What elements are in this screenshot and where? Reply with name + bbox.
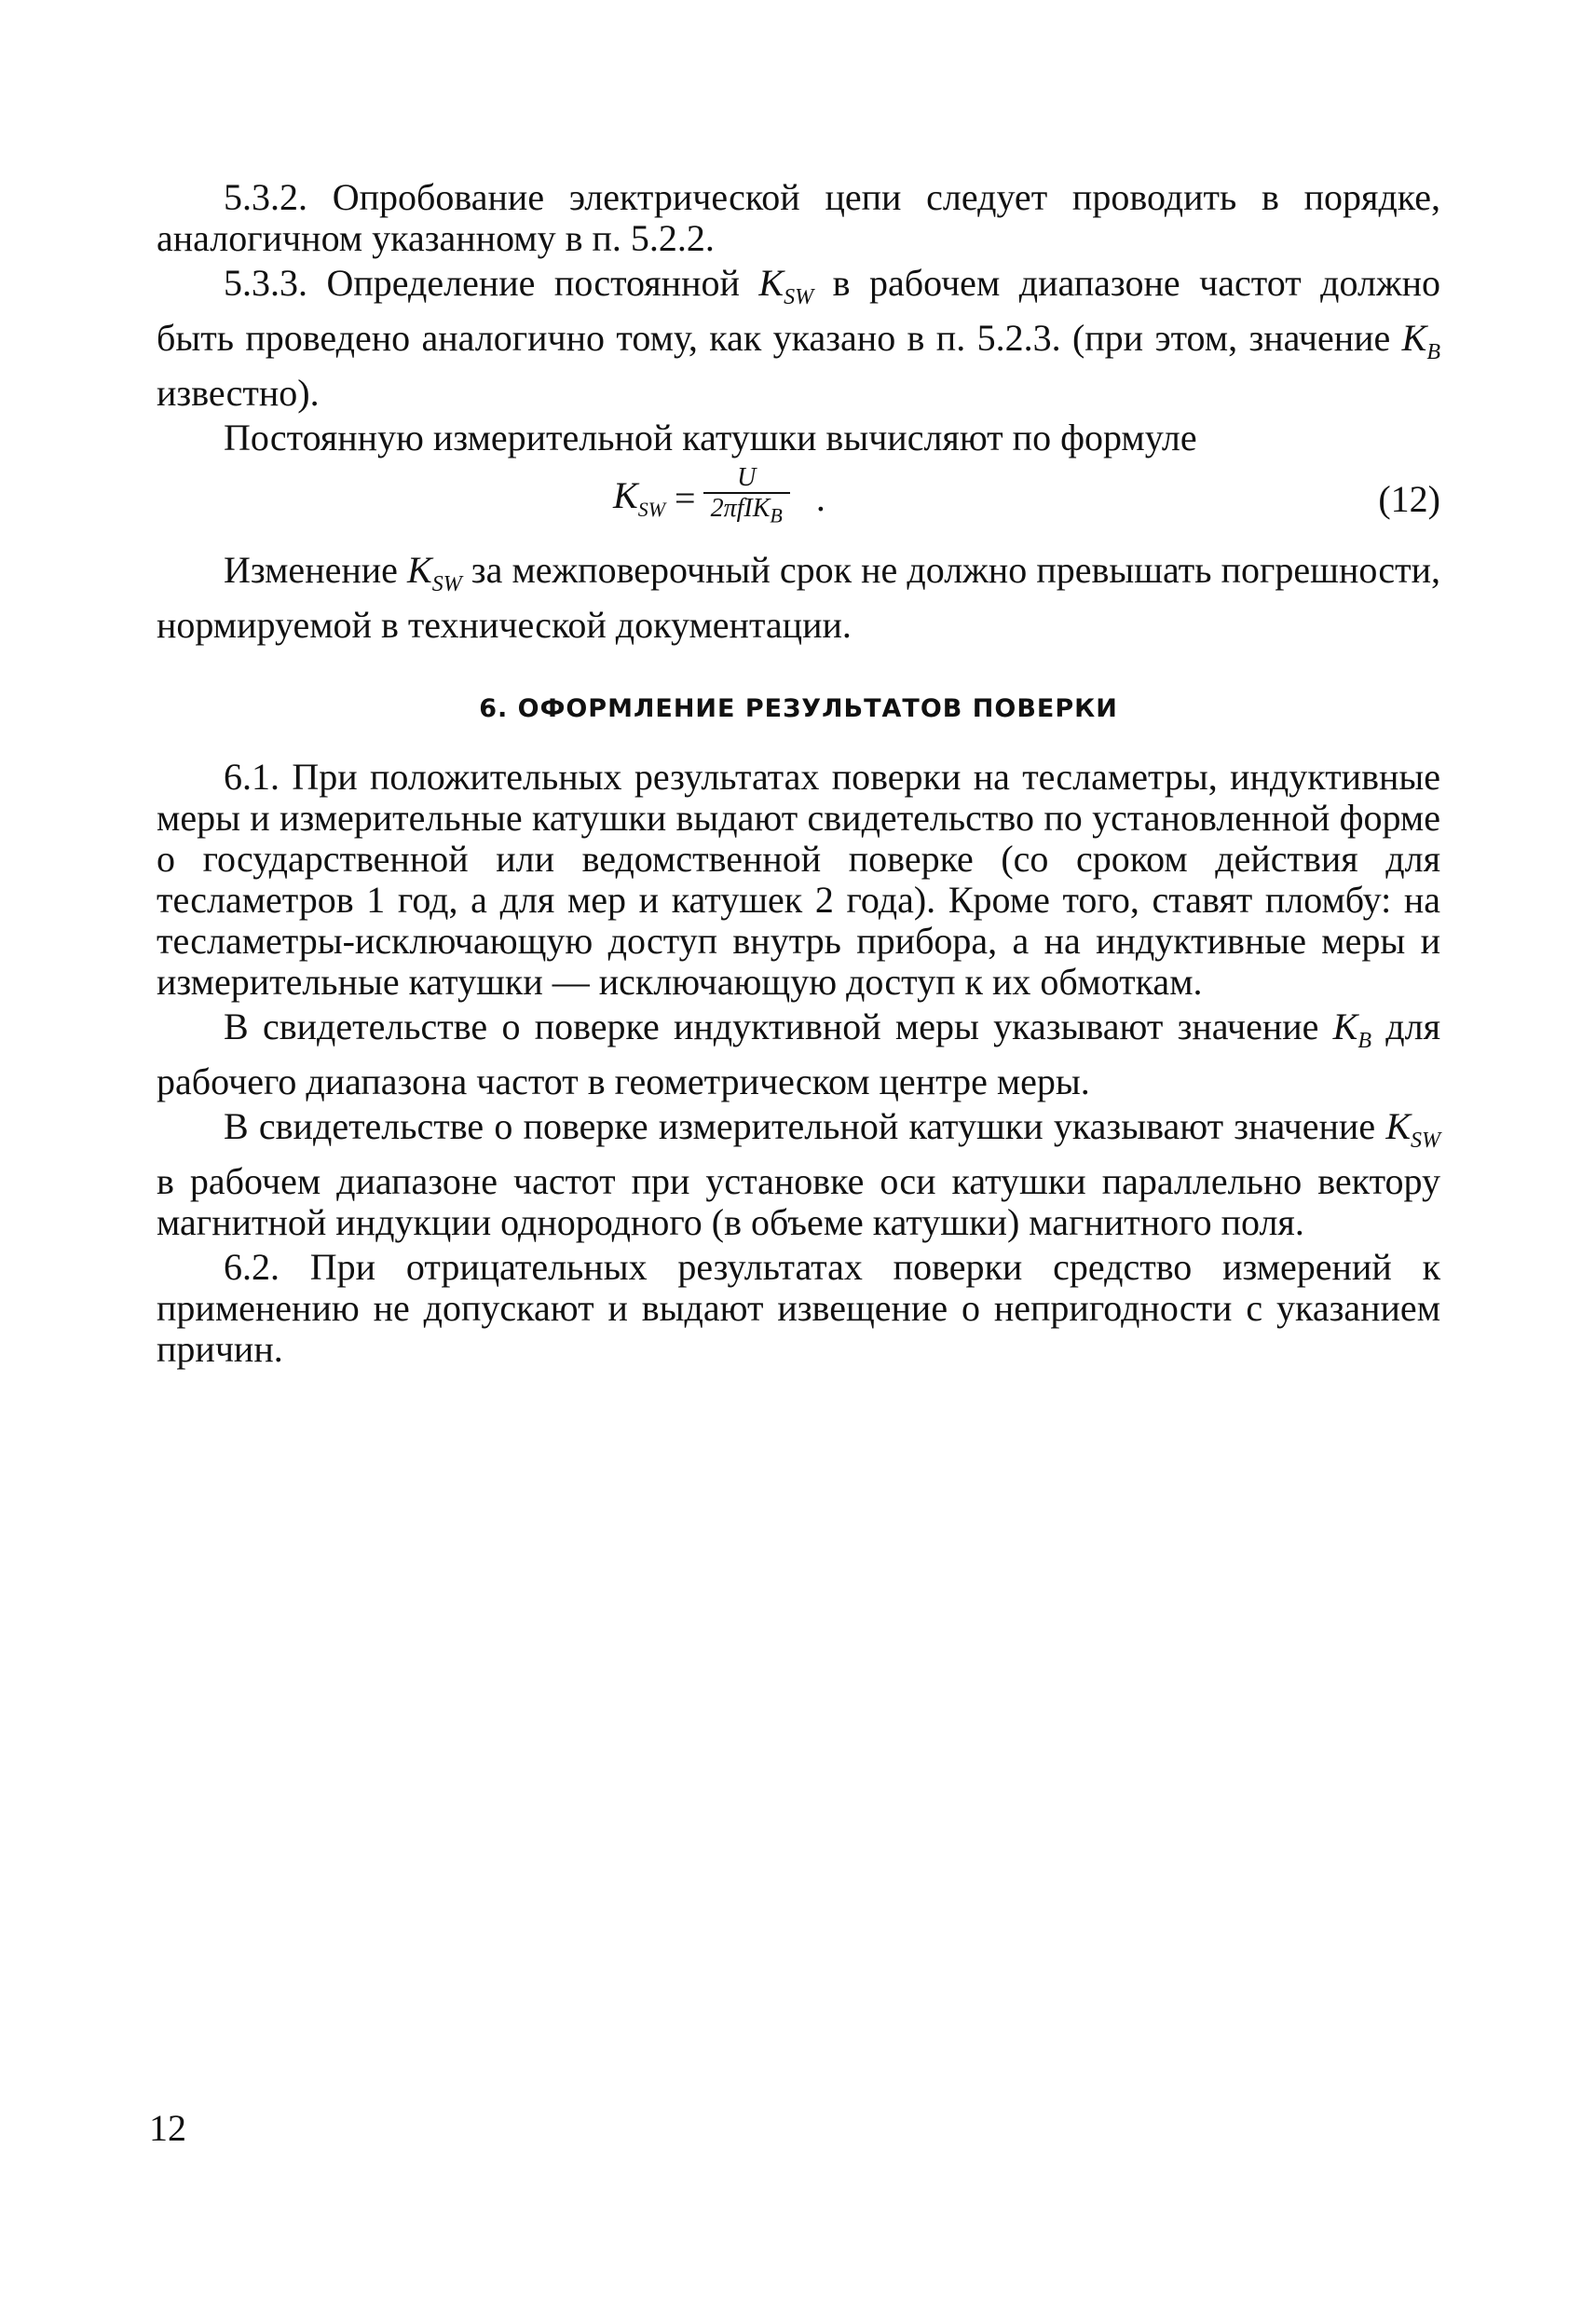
formula-number: (12) <box>1378 478 1440 520</box>
symbol-k-sw <box>407 549 462 596</box>
paragraph-measuring-coil-text-a: В свидетельстве о поверке измерительной катушки указывают значение <box>224 1105 1386 1147</box>
symbol-sw-subscript: SW <box>1411 1129 1440 1153</box>
paragraph-6-1: 6.1. При положительных результатах поверки на тесламетры, индуктивные меры и измерительные катушки выдают свидетельство по установленной форме о государственной или ведомственной поверке (со сроком действия для тесламетров 1 год, а для мер и катушек 2 года). Кроме того, ставят пломбу: на тесламетры-исключающую доступ внутрь прибора, а на индуктивные меры и измерительные катушки — исключающую доступ к их обмоткам. <box>157 756 1440 1003</box>
page-number: 12 <box>149 2107 186 2149</box>
paragraph-k-sw-change-text-a: Изменение <box>224 549 408 591</box>
paragraph-measuring-coil <box>157 1106 1440 1243</box>
symbol-k-b <box>1332 1006 1372 1053</box>
paragraph-5-3-3-text-c: известно). <box>157 372 320 414</box>
symbol-b-subscript: B <box>1357 1029 1372 1053</box>
formula-lhs <box>613 473 665 522</box>
formula-fraction <box>703 464 790 531</box>
paragraph-5-3-2: 5.3.2. Опробование электрической цепи следует проводить в порядке, аналогичном указанному в п. 5.2.2. <box>157 176 1440 259</box>
formula-denominator <box>703 492 790 531</box>
symbol-k-sw <box>758 262 814 309</box>
symbol-b-subscript: B <box>1426 340 1440 364</box>
symbol-sw-subscript: SW <box>784 285 814 309</box>
symbol-k-letter: K <box>758 262 784 304</box>
formula-denominator-text: 2πfIK <box>710 494 771 524</box>
paragraph-measuring-coil-text-b: в рабочем диапазоне частот при установке оси катушки параллельно вектору магнитной индукции однородного (в объеме катушки) магнитного поля. <box>157 1160 1440 1243</box>
symbol-k-letter: K <box>407 549 432 591</box>
paragraph-formula-intro: Постоянную измерительной катушки вычисляют по формуле <box>224 417 1197 458</box>
formula-lhs-symbol: K <box>613 474 638 516</box>
formula-lhs-subscript: SW <box>637 498 666 521</box>
symbol-k-sw <box>1385 1105 1440 1153</box>
symbol-k-b <box>1401 317 1440 364</box>
symbol-k-letter: K <box>1385 1105 1411 1147</box>
formula-12 <box>157 462 1440 533</box>
formula-numerator: U <box>737 463 757 493</box>
paragraph-5-3-3-text-b: в рабочем диапазоне частот должно быть проведено аналогично тому, как указано в п. 5.2.3. (при этом, значение <box>157 262 1441 359</box>
paragraph-5-3-3 <box>157 263 1440 414</box>
section-heading: 6. ОФОРМЛЕНИЕ РЕЗУЛЬТАТОВ ПОВЕРКИ <box>479 694 1118 723</box>
symbol-k-letter: K <box>1332 1006 1358 1047</box>
paragraph-6-2: 6.2. При отрицательных результатах поверки средство измерений к применению не допускают и выдают извещение о непригодности с указанием причин. <box>157 1246 1440 1370</box>
formula-expression <box>613 462 825 533</box>
document-page <box>157 177 1440 1374</box>
paragraph-inductive-measure <box>157 1006 1440 1102</box>
paragraph-5-3-3-text-a: 5.3.3. Определение постоянной <box>224 262 759 304</box>
symbol-k-letter: K <box>1401 317 1427 359</box>
formula-equals: = <box>675 476 696 519</box>
paragraph-inductive-measure-text-b: для рабочего диапазона частот в геометрическом центре меры. <box>157 1006 1440 1102</box>
formula-denominator-subscript: B <box>770 503 783 527</box>
paragraph-k-sw-change-text-b: за межповерочный срок не должно превышать погрешности, нормируемой в технической документации. <box>157 549 1440 646</box>
paragraph-k-sw-change <box>157 550 1440 646</box>
paragraph-inductive-measure-text-a: В свидетельстве о поверке индуктивной меры указывают значение <box>224 1006 1333 1047</box>
formula-trailing-dot: . <box>815 476 825 519</box>
symbol-sw-subscript: SW <box>431 572 462 596</box>
